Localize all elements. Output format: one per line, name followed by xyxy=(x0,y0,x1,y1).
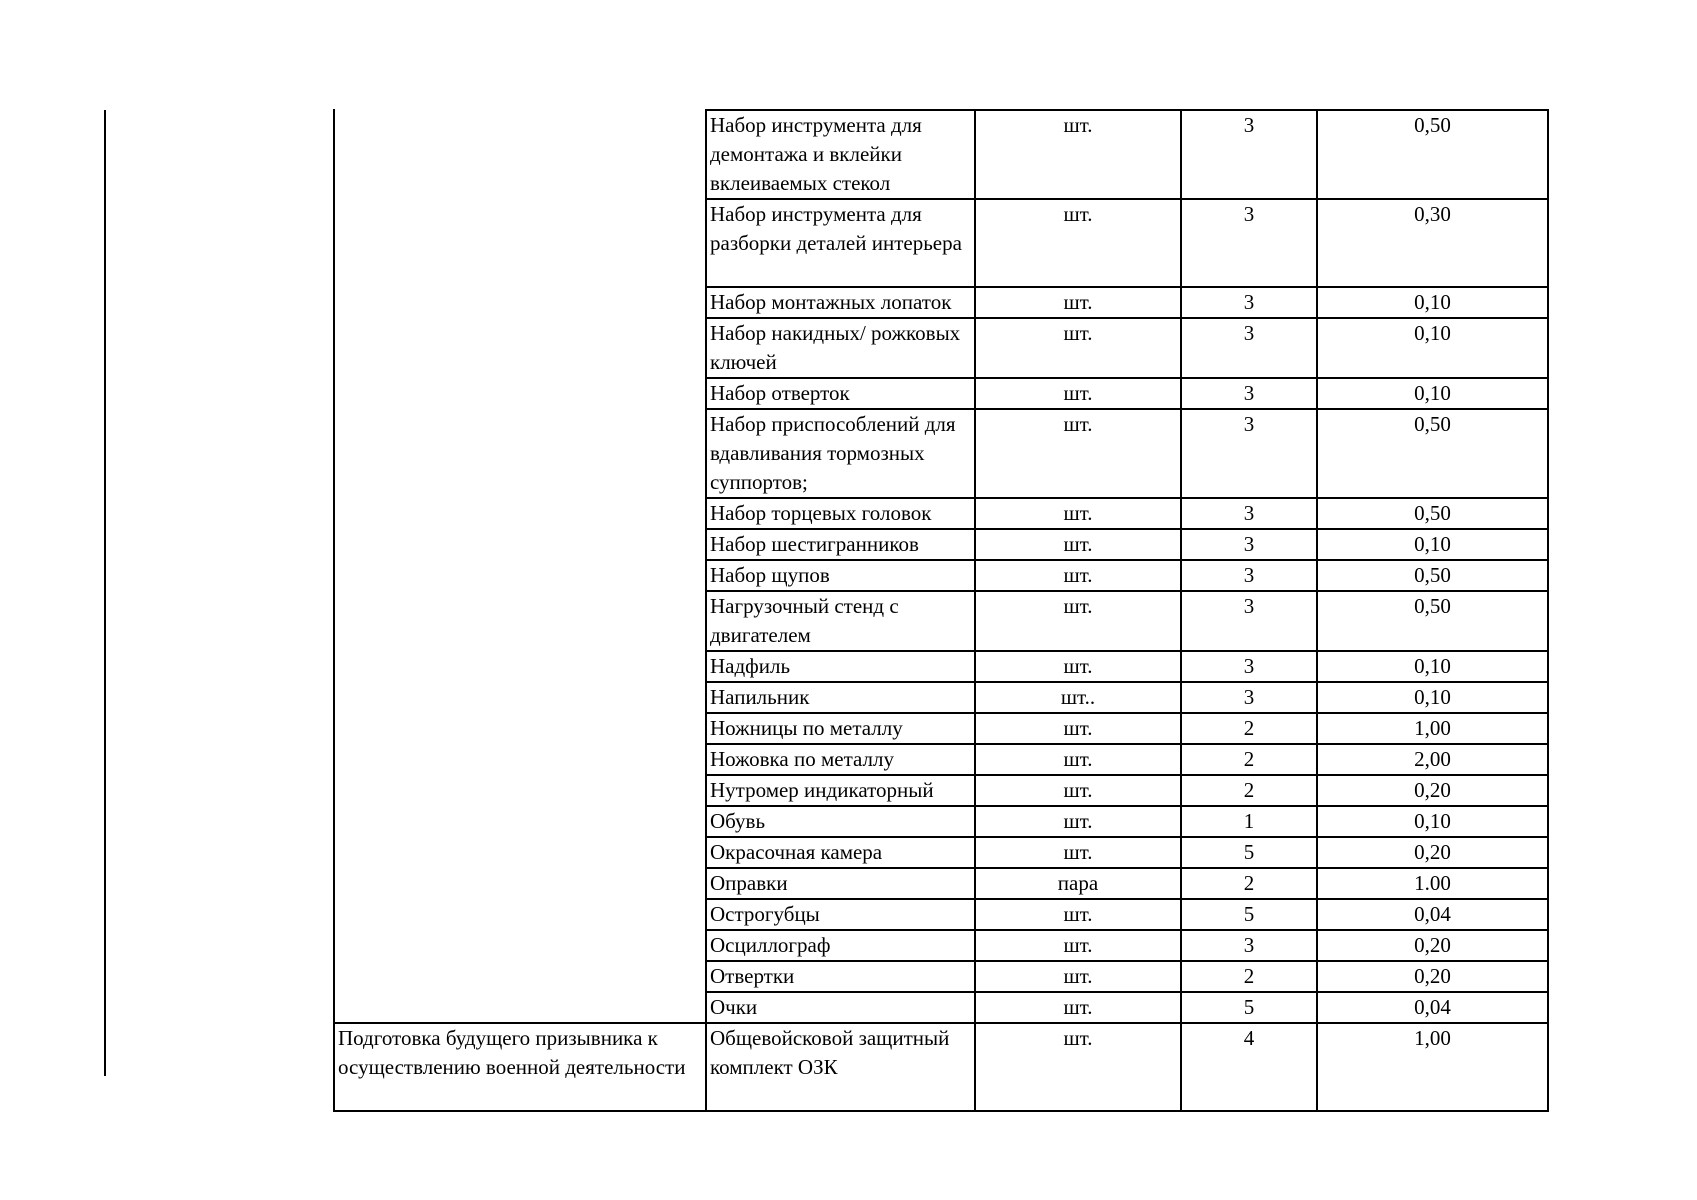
table-row xyxy=(334,713,1548,744)
discipline-cell xyxy=(334,651,706,682)
quantity-cell: 3 xyxy=(1181,110,1317,199)
discipline-cell xyxy=(334,713,706,744)
table-row xyxy=(334,378,1548,409)
item-name-cell: Острогубцы xyxy=(706,899,975,930)
discipline-column-left-border xyxy=(333,109,335,1023)
table-row xyxy=(334,899,1548,930)
usage-term-cell: 0,50 xyxy=(1317,560,1548,591)
usage-term-cell: 0,20 xyxy=(1317,775,1548,806)
quantity-cell: 2 xyxy=(1181,744,1317,775)
unit-cell: шт. xyxy=(975,744,1181,775)
table-row xyxy=(334,837,1548,868)
unit-cell: шт. xyxy=(975,775,1181,806)
usage-term-cell: 0,10 xyxy=(1317,378,1548,409)
unit-cell: шт. xyxy=(975,591,1181,651)
quantity-cell: 3 xyxy=(1181,682,1317,713)
quantity-cell: 2 xyxy=(1181,961,1317,992)
unit-cell: шт. xyxy=(975,899,1181,930)
unit-cell: шт. xyxy=(975,651,1181,682)
discipline-cell xyxy=(334,591,706,651)
quantity-cell: 3 xyxy=(1181,591,1317,651)
usage-term-cell: 0,50 xyxy=(1317,110,1548,199)
discipline-cell xyxy=(334,529,706,560)
item-name-cell: Осциллограф xyxy=(706,930,975,961)
discipline-cell xyxy=(334,806,706,837)
discipline-cell xyxy=(334,775,706,806)
discipline-cell xyxy=(334,287,706,318)
usage-term-cell: 0,50 xyxy=(1317,591,1548,651)
usage-term-cell: 2,00 xyxy=(1317,744,1548,775)
discipline-cell xyxy=(334,560,706,591)
quantity-cell: 3 xyxy=(1181,498,1317,529)
usage-term-cell: 0,10 xyxy=(1317,682,1548,713)
item-name-cell: Набор инструмента для разборки деталей интерьера xyxy=(706,199,975,287)
quantity-cell: 5 xyxy=(1181,992,1317,1023)
table-row xyxy=(334,199,1548,287)
table-row xyxy=(334,1023,1548,1111)
item-name-cell: Набор щупов xyxy=(706,560,975,591)
table-row xyxy=(334,961,1548,992)
item-name-cell: Очки xyxy=(706,992,975,1023)
table-row xyxy=(334,498,1548,529)
usage-term-cell: 0,30 xyxy=(1317,199,1548,287)
discipline-cell xyxy=(334,110,706,199)
discipline-cell: Подготовка будущего призывника к осуществлению военной деятельности xyxy=(334,1023,706,1111)
quantity-cell: 5 xyxy=(1181,899,1317,930)
quantity-cell: 3 xyxy=(1181,287,1317,318)
usage-term-cell: 1,00 xyxy=(1317,713,1548,744)
unit-cell: шт. xyxy=(975,199,1181,287)
table-row xyxy=(334,651,1548,682)
unit-cell: шт. xyxy=(975,713,1181,744)
table-row xyxy=(334,775,1548,806)
quantity-cell: 1 xyxy=(1181,806,1317,837)
quantity-cell: 3 xyxy=(1181,560,1317,591)
usage-term-cell: 0,10 xyxy=(1317,287,1548,318)
item-name-cell: Общевойсковой защитный комплект ОЗК xyxy=(706,1023,975,1111)
quantity-cell: 3 xyxy=(1181,378,1317,409)
quantity-cell: 4 xyxy=(1181,1023,1317,1111)
table-row xyxy=(334,930,1548,961)
item-name-cell: Набор шестигранников xyxy=(706,529,975,560)
table-row xyxy=(334,992,1548,1023)
discipline-cell xyxy=(334,199,706,287)
quantity-cell: 3 xyxy=(1181,930,1317,961)
usage-term-cell: 0,50 xyxy=(1317,409,1548,498)
discipline-cell xyxy=(334,682,706,713)
usage-term-cell: 0,50 xyxy=(1317,498,1548,529)
unit-cell: шт. xyxy=(975,806,1181,837)
discipline-cell xyxy=(334,378,706,409)
quantity-cell: 3 xyxy=(1181,529,1317,560)
unit-cell: шт. xyxy=(975,110,1181,199)
discipline-cell xyxy=(334,498,706,529)
unit-cell: шт. xyxy=(975,318,1181,378)
table-row xyxy=(334,591,1548,651)
unit-cell: шт. xyxy=(975,409,1181,498)
item-name-cell: Набор торцевых головок xyxy=(706,498,975,529)
discipline-cell xyxy=(334,318,706,378)
table-row xyxy=(334,806,1548,837)
table-row xyxy=(334,287,1548,318)
quantity-cell: 3 xyxy=(1181,318,1317,378)
unit-cell: шт.. xyxy=(975,682,1181,713)
quantity-cell: 5 xyxy=(1181,837,1317,868)
page-margin-line xyxy=(104,110,106,1076)
unit-cell: шт. xyxy=(975,992,1181,1023)
quantity-cell: 2 xyxy=(1181,713,1317,744)
discipline-cell xyxy=(334,961,706,992)
unit-cell: шт. xyxy=(975,378,1181,409)
quantity-cell: 3 xyxy=(1181,409,1317,498)
usage-term-cell: 0,20 xyxy=(1317,961,1548,992)
quantity-cell: 3 xyxy=(1181,651,1317,682)
table-row xyxy=(334,868,1548,899)
quantity-cell: 2 xyxy=(1181,868,1317,899)
item-name-cell: Окрасочная камера xyxy=(706,837,975,868)
unit-cell: шт. xyxy=(975,560,1181,591)
discipline-cell xyxy=(334,868,706,899)
discipline-cell xyxy=(334,744,706,775)
usage-term-cell: 0,20 xyxy=(1317,837,1548,868)
usage-term-cell: 0,04 xyxy=(1317,992,1548,1023)
unit-cell: шт. xyxy=(975,529,1181,560)
item-name-cell: Обувь xyxy=(706,806,975,837)
item-name-cell: Ножницы по металлу xyxy=(706,713,975,744)
usage-term-cell: 0,10 xyxy=(1317,318,1548,378)
table-row xyxy=(334,110,1548,199)
usage-term-cell: 0,10 xyxy=(1317,806,1548,837)
unit-cell: шт. xyxy=(975,930,1181,961)
usage-term-cell: 0,04 xyxy=(1317,899,1548,930)
table-row xyxy=(334,744,1548,775)
table-row xyxy=(334,560,1548,591)
unit-cell: шт. xyxy=(975,498,1181,529)
discipline-cell xyxy=(334,899,706,930)
usage-term-cell: 0,10 xyxy=(1317,529,1548,560)
item-name-cell: Надфиль xyxy=(706,651,975,682)
item-name-cell: Набор монтажных лопаток xyxy=(706,287,975,318)
equipment-table xyxy=(333,109,1549,1112)
unit-cell: шт. xyxy=(975,961,1181,992)
usage-term-cell: 0,10 xyxy=(1317,651,1548,682)
item-name-cell: Напильник xyxy=(706,682,975,713)
item-name-cell: Нутромер индикаторный xyxy=(706,775,975,806)
item-name-cell: Набор приспособлений для вдавливания тормозных суппортов; xyxy=(706,409,975,498)
discipline-cell xyxy=(334,930,706,961)
item-name-cell: Оправки xyxy=(706,868,975,899)
item-name-cell: Набор инструмента для демонтажа и вклейки вклеиваемых стекол xyxy=(706,110,975,199)
quantity-cell: 3 xyxy=(1181,199,1317,287)
discipline-cell xyxy=(334,409,706,498)
usage-term-cell: 1,00 xyxy=(1317,1023,1548,1111)
table-row xyxy=(334,409,1548,498)
table-row xyxy=(334,682,1548,713)
unit-cell: шт. xyxy=(975,837,1181,868)
usage-term-cell: 1.00 xyxy=(1317,868,1548,899)
table-row xyxy=(334,529,1548,560)
item-name-cell: Ножовка по металлу xyxy=(706,744,975,775)
discipline-cell xyxy=(334,992,706,1023)
quantity-cell: 2 xyxy=(1181,775,1317,806)
item-name-cell: Нагрузочный стенд с двигателем xyxy=(706,591,975,651)
usage-term-cell: 0,20 xyxy=(1317,930,1548,961)
unit-cell: шт. xyxy=(975,287,1181,318)
item-name-cell: Набор отверток xyxy=(706,378,975,409)
item-name-cell: Отвертки xyxy=(706,961,975,992)
discipline-cell xyxy=(334,837,706,868)
table-row xyxy=(334,318,1548,378)
item-name-cell: Набор накидных/ рожковых ключей xyxy=(706,318,975,378)
unit-cell: шт. xyxy=(975,1023,1181,1111)
unit-cell: пара xyxy=(975,868,1181,899)
